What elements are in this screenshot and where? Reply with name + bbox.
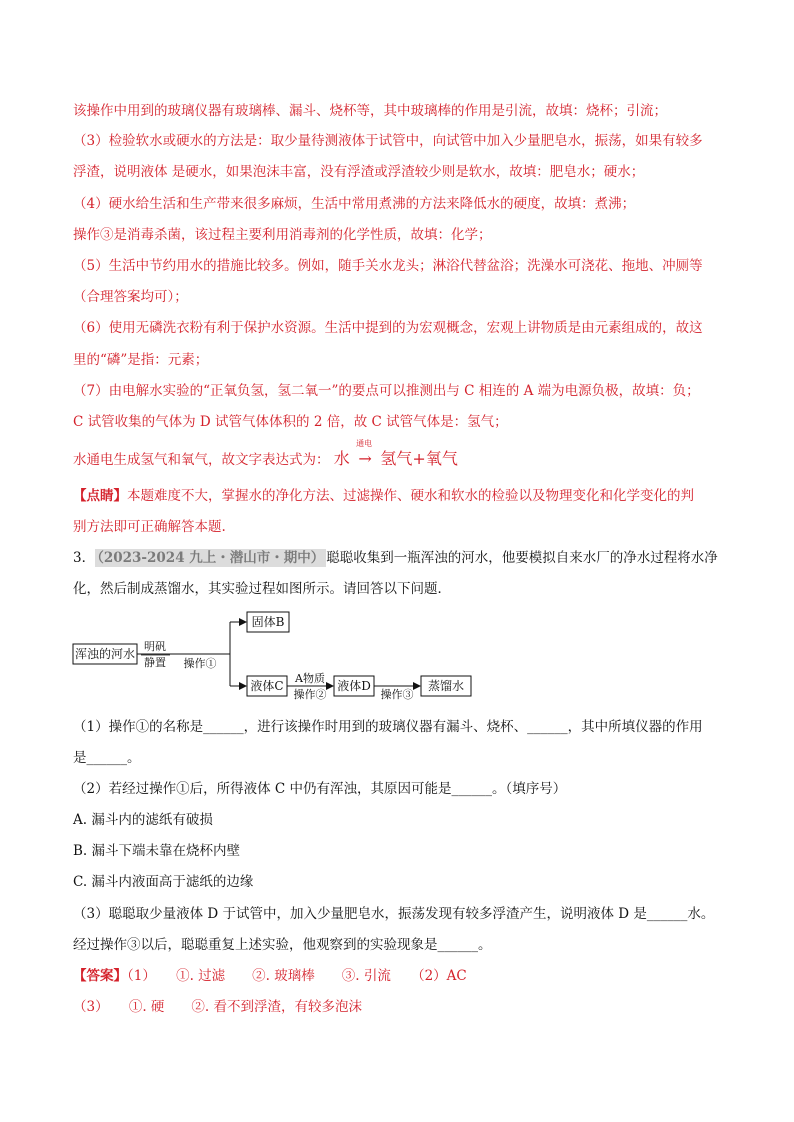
analysis-line-3: 浮渣，说明液体 是硬水，如果泡沫丰富，没有浮渣或浮渣较少则是软水，故填：肥皂水；硬水； bbox=[73, 164, 645, 180]
question-3-part-3-line-2: 经过操作③以后，聪聪重复上述实验，他观察到的实验现象是______。 bbox=[73, 937, 492, 953]
dianjing-text-1: 本题难度不大，掌握水的净化方法、过滤操作、硬水和软水的检验以及物理变化和化学变化的判 bbox=[127, 488, 694, 504]
question-3-text-1: 聪聪收集到一瓶浑浊的河水，他要模拟自来水厂的净水过程将水净 bbox=[326, 550, 718, 566]
analysis-line-1: 该操作中用到的玻璃仪器有玻璃棒、漏斗、烧杯等，其中玻璃棒的作用是引流，故填：烧杯；引流； bbox=[73, 103, 667, 119]
analysis-line-9: 里的“磷”是指：元素； bbox=[73, 352, 209, 368]
equation-intro: 水通电生成氢气和氧气，故文字表达式为： bbox=[73, 452, 330, 468]
dianjing-line-2: 别方法即可正确解答本题. bbox=[73, 519, 226, 535]
water-purification-diagram bbox=[0, 600, 794, 710]
question-source-badge: （2023-2024 九上・潜山市・期中） bbox=[97, 550, 325, 566]
option-a: A. 漏斗内的滤纸有破损 bbox=[73, 812, 213, 828]
option-b: B. 漏斗下端未靠在烧杯内壁 bbox=[73, 843, 241, 859]
label-substance-a: A物质 bbox=[295, 672, 325, 685]
label-liquid-c: 液体C bbox=[250, 679, 284, 693]
reaction-arrow-icon: → bbox=[358, 449, 372, 468]
option-c: C. 漏斗内液面高于滤纸的边缘 bbox=[73, 874, 254, 890]
question-3-part-1-line-2: 是______。 bbox=[73, 750, 141, 766]
label-distilled-water: 蒸馏水 bbox=[427, 679, 465, 693]
label-alum: 明矾 bbox=[144, 640, 166, 653]
question-3-line-1 bbox=[73, 548, 718, 568]
answer-text-1: （1） ①. 过滤 ②. 玻璃棒 ③. 引流 （2）AC bbox=[127, 968, 467, 984]
analysis-line-6: （5）生活中节约用水的措施比较多。例如，随手关水龙头；淋浴代替盆浴；洗澡水可浇花、拖地、冲厕等 bbox=[73, 258, 703, 274]
equation-reactant: 水 bbox=[333, 449, 350, 468]
answer-line-1 bbox=[73, 966, 467, 986]
analysis-line-10: （7）由电解水实验的“正氧负氢，氢二氧一”的要点可以推测出与 C 相连的 A 端为电源负极，故填：负； bbox=[73, 383, 700, 399]
question-number: 3． bbox=[73, 550, 96, 566]
analysis-line-11: C 试管收集的气体为 D 试管气体体积的 2 倍，故 C 试管气体是：氢气； bbox=[73, 414, 508, 430]
question-3-part-3-line-1: （3）聪聪取少量液体 D 于试管中，加入少量肥皂水，振荡发现有较多浮渣产生，说明液体 D 是______水。 bbox=[73, 906, 715, 922]
question-3-line-2: 化，然后制成蒸馏水，其实验过程如图所示。请回答以下问题． bbox=[73, 581, 451, 597]
label-liquid-d: 液体D bbox=[337, 679, 371, 693]
question-3-part-2: （2）若经过操作①后，所得液体 C 中仍有浑浊，其原因可能是______。（填序号） bbox=[73, 781, 567, 797]
label-river-water: 浑浊的河水 bbox=[74, 647, 136, 661]
equation-condition: 通电 bbox=[356, 439, 373, 448]
label-op3: 操作③ bbox=[380, 688, 414, 701]
label-settle: 静置 bbox=[144, 656, 166, 669]
analysis-line-5: 操作③是消毒杀菌，该过程主要利用消毒剂的化学性质，故填：化学； bbox=[73, 227, 492, 243]
word-equation bbox=[73, 439, 458, 469]
answer-tag: 【答案】 bbox=[73, 968, 127, 984]
equation-products: 氢气+氧气 bbox=[380, 449, 458, 468]
answer-line-2: （3） ①. 硬 ②. 看不到浮渣，有较多泡沫 bbox=[73, 999, 363, 1015]
analysis-line-7: （合理答案均可）； bbox=[73, 289, 188, 305]
dianjing-line-1 bbox=[73, 486, 694, 506]
question-3-part-1-line-1: （1）操作①的名称是______，进行该操作时用到的玻璃仪器有漏斗、烧杯、______，其中所填仪器的作用 bbox=[73, 719, 703, 735]
dianjing-tag: 【点睛】 bbox=[73, 488, 127, 504]
analysis-line-4: （4）硬水给生活和生产带来很多麻烦，生活中常用煮沸的方法来降低水的硬度，故填：煮沸； bbox=[73, 196, 636, 212]
label-op2: 操作② bbox=[293, 688, 327, 701]
label-solid-b: 固体B bbox=[251, 615, 285, 629]
analysis-line-8: （6）使用无磷洗衣粉有利于保护水资源。生活中提到的为宏观概念，宏观上讲物质是由元素组成的，故这 bbox=[73, 320, 703, 336]
label-op1: 操作① bbox=[183, 657, 217, 670]
analysis-line-2: （3）检验软水或硬水的方法是：取少量待测液体于试管中，向试管中加入少量肥皂水，振荡，如果有较多 bbox=[73, 133, 703, 149]
